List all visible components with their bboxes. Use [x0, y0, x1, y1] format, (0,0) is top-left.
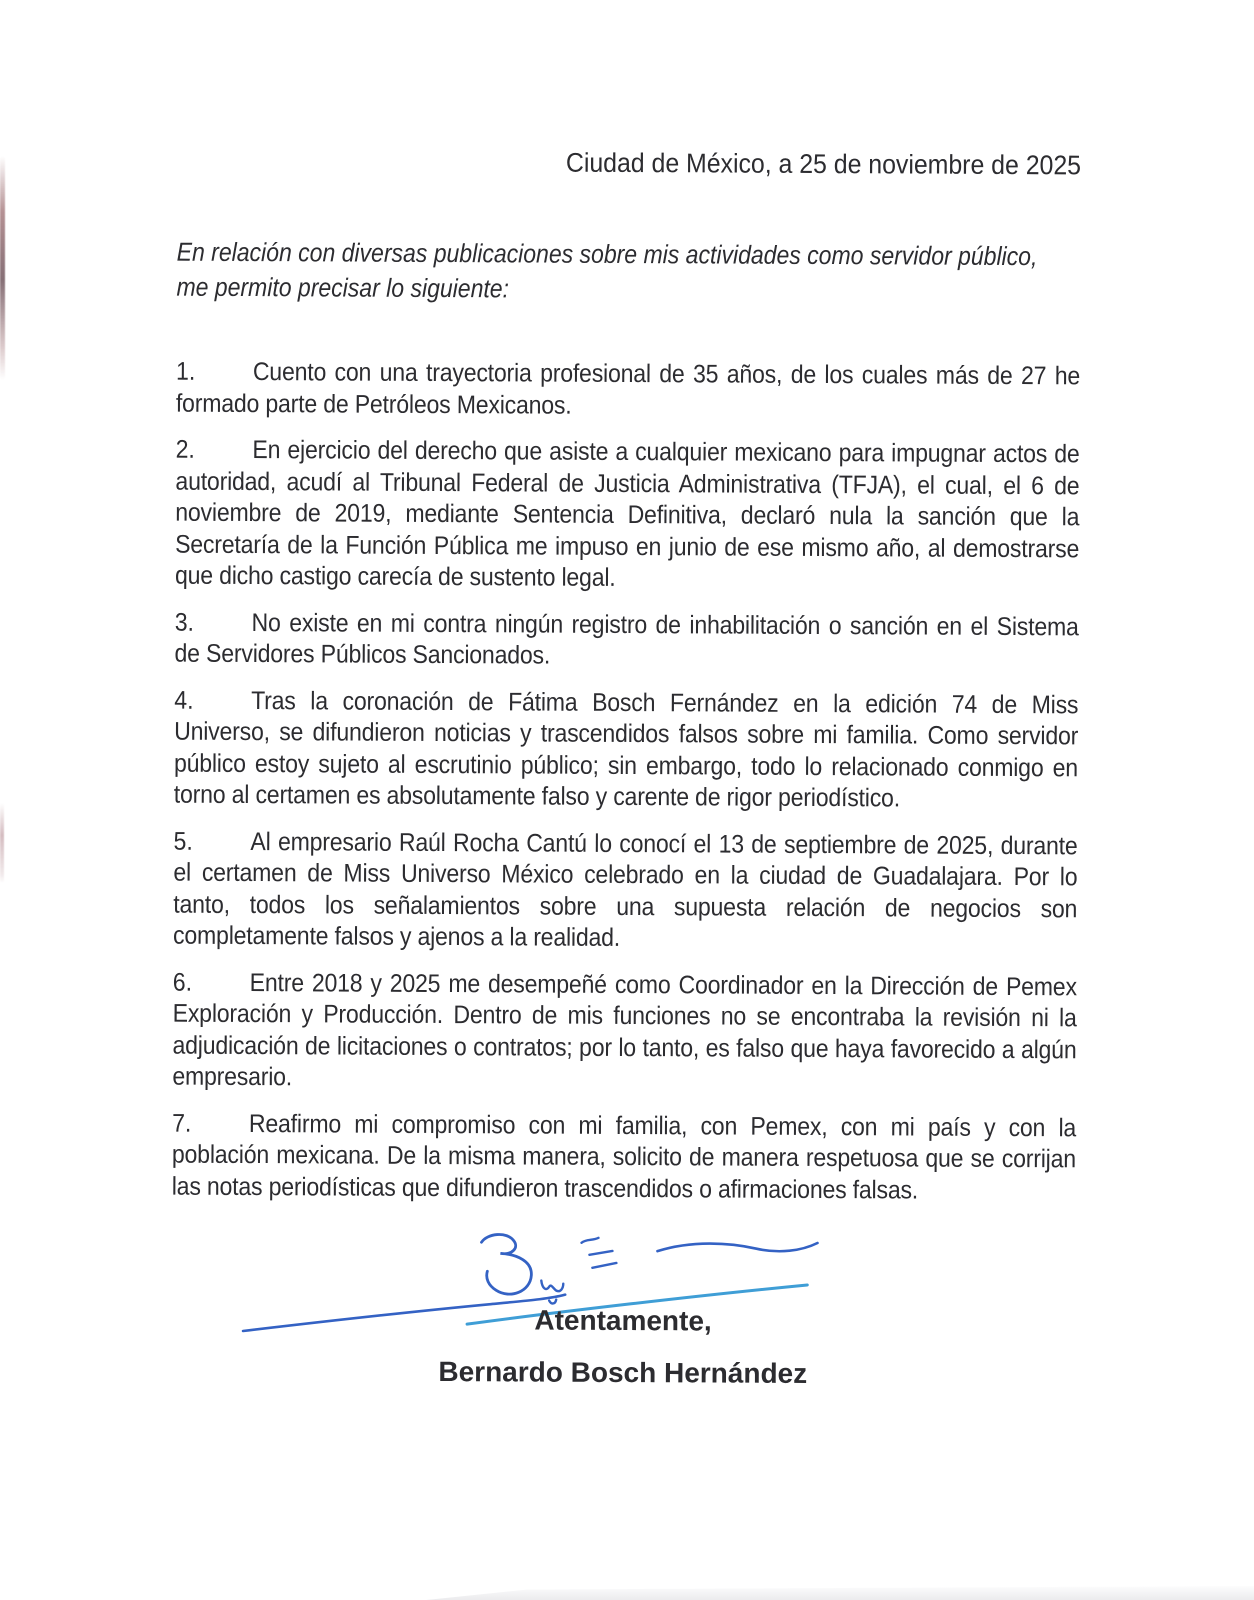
- paragraph-text: Reafirmo mi compromiso con mi familia, con Pemex, con mi país y con la población mexicana. De la misma manera, solicito de manera respetuosa que se corrijan las notas periodísticas que difundieron trascendidos o afirmaciones falsas.: [171, 1109, 1077, 1205]
- closing-salutation: Atentamente,: [534, 1304, 712, 1337]
- paragraph-number: 6.: [172, 968, 193, 997]
- letter-paragraph: [176, 357, 1080, 425]
- letter-paragraph: [172, 1108, 1076, 1207]
- letter-content: [171, 0, 1082, 1391]
- scan-artifact-left-edge-mark: [0, 803, 4, 883]
- intro-line: me permito precisar lo siguiente:: [176, 271, 510, 304]
- date-text: Ciudad de México, a 25 de noviembre de 2025: [565, 147, 1082, 181]
- paragraph-number: 1.: [175, 357, 196, 386]
- letter-paragraph: [175, 435, 1080, 597]
- letter-paragraph: [172, 967, 1077, 1098]
- paragraph-text: Cuento con una trayectoria profesional de 35 años, de los cuales más de 27 he formado parte de Petróleos Mexicanos.: [175, 358, 1081, 420]
- paragraph-text: Entre 2018 y 2025 me desempeñé como Coordinador en la Dirección de Pemex Exploración y Producción. Dentro de mis funciones no se encontraba la revisión ni la adjudicación de licitaciones o contratos; por lo tanto, es falso que haya favorecido a algún empresario.: [172, 968, 1077, 1092]
- scan-artifact-bottom-shadow: [0, 1584, 1254, 1600]
- intro-line: En relación con diversas publicaciones sobre mis actividades como servidor público,: [176, 236, 1038, 272]
- paragraph-text: No existe en mi contra ningún registro de inhabilitación o sanción en el Sistema de Servidores Públicos Sancionados.: [174, 608, 1079, 670]
- letter-paragraph: [173, 826, 1078, 957]
- paragraph-text: En ejercicio del derecho que asiste a cualquier mexicano para impugnar actos de autoridad, acudí al Tribunal Federal de Justicia Administrativa (TFJA), el cual, el 6 de noviembre de 2019, mediante Sentencia Definitiva, declaró nula la sanción que la Secretaría de la Función Pública me impuso en junio de ese mismo año, al demostrarse que dicho castigo carecía de sustento legal.: [174, 436, 1080, 592]
- date-line: [177, 146, 1081, 182]
- paragraph-number: 4.: [174, 686, 194, 715]
- signature-block: [171, 1227, 1076, 1392]
- paragraph-number: 3.: [174, 608, 195, 637]
- paragraph-text: Al empresario Raúl Rocha Cantú lo conocí el 13 de septiembre de 2025, durante el certamen de Miss Universo México celebrado en la ciudad de Guadalajara. Por lo tanto, todos los señalamientos sobre una supuesta relación de negocios son completamente falsos y ajenos a la realidad.: [173, 827, 1078, 952]
- letter-paragraph: [174, 685, 1079, 816]
- paragraph-number: 2.: [175, 435, 195, 464]
- paragraph-number: 5.: [173, 827, 193, 856]
- paragraph-number: 7.: [172, 1109, 192, 1138]
- signatory-name: Bernardo Bosch Hernández: [438, 1356, 808, 1389]
- intro-paragraph: [176, 235, 1080, 310]
- paragraph-text: Tras la coronación de Fátima Bosch Fernández en la edición 74 de Miss Universo, se difundieron noticias y trascendidos falsos sobre mi familia. Como servidor público estoy sujeto al escrutinio público; sin embargo, todo lo relacionado conmigo en torno al certamen es absolutamente falso y carente de rigor periodístico.: [173, 686, 1079, 813]
- letter-paragraph: [174, 607, 1078, 675]
- numbered-paragraphs: [172, 357, 1080, 1208]
- scan-artifact-left-edge-mark: [0, 156, 5, 380]
